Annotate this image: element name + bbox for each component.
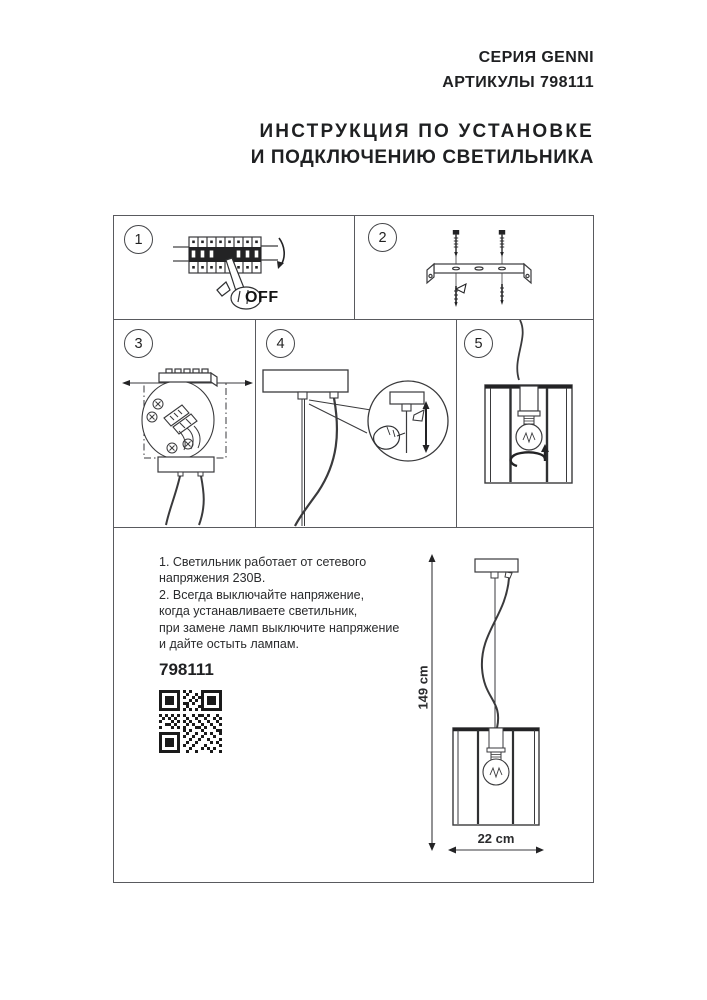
- step-5-panel: [457, 320, 595, 527]
- canopy: [158, 457, 214, 476]
- step-3-panel: [114, 320, 255, 527]
- dimension-arrow-horizontal: [448, 847, 544, 854]
- step-number: 4: [276, 335, 285, 352]
- step-4-panel: [256, 320, 456, 527]
- step-number: 5: [474, 335, 483, 352]
- step-1-panel: [114, 216, 354, 319]
- height-dimension-label: 149 cm: [415, 665, 431, 710]
- note-line: и дайте остыть лампам.: [159, 637, 299, 652]
- step-number: 2: [378, 229, 387, 246]
- lamp-socket: [487, 728, 505, 752]
- suspension-cable: [302, 399, 305, 526]
- instruction-title: [251, 119, 594, 171]
- bulb-icon: [516, 416, 542, 450]
- magnifier-leader-lines: [309, 400, 371, 433]
- note-line: напряжения 230В.: [159, 571, 266, 586]
- note-line: 2. Всегда выключайте напряжение,: [159, 587, 365, 602]
- off-label: OFF: [245, 289, 279, 306]
- screw: [453, 230, 459, 257]
- notes-panel: [114, 528, 595, 884]
- step-5-badge: [464, 329, 493, 358]
- wall-anchor: [500, 284, 504, 305]
- note-line: при замене ламп выключите напряжение: [159, 620, 400, 635]
- note-line: 1. Светильник работает от сетевого: [159, 555, 367, 569]
- note-line: когда устанавливаете светильник,: [159, 604, 358, 619]
- screw: [499, 230, 505, 257]
- steps-grid: [113, 215, 594, 883]
- wall-anchor: [454, 284, 466, 307]
- pendant-cord: [295, 398, 337, 526]
- pendant-cord: [166, 476, 204, 525]
- step-4-badge: [266, 329, 295, 358]
- step-3-badge: [124, 329, 153, 358]
- instruction-title-line2: И ПОДКЛЮЧЕНИЮ СВЕТИЛЬНИКА: [250, 147, 594, 168]
- step-1-badge: [124, 225, 153, 254]
- article-number: 798111: [159, 660, 214, 679]
- bulb-icon: [483, 752, 509, 785]
- rotate-arrow-icon: [277, 238, 284, 269]
- step-2-panel: [355, 216, 595, 319]
- series-title: СЕРИЯ GENNI: [478, 49, 594, 66]
- canopy: [263, 370, 348, 399]
- pendant-cord: [517, 320, 522, 380]
- articles-line: АРТИКУЛЫ 798111: [442, 74, 594, 91]
- step-number: 3: [134, 335, 143, 352]
- lamp-socket: [518, 386, 540, 416]
- width-dimension-label: 22 cm: [477, 831, 515, 846]
- canopy: [475, 559, 518, 578]
- step-2-badge: [368, 223, 397, 252]
- step-number: 1: [134, 231, 143, 248]
- instruction-title-line1: ИНСТРУКЦИЯ ПО УСТАНОВКЕ: [259, 121, 594, 142]
- mounting-bracket: [427, 264, 531, 283]
- document-header: [251, 45, 594, 171]
